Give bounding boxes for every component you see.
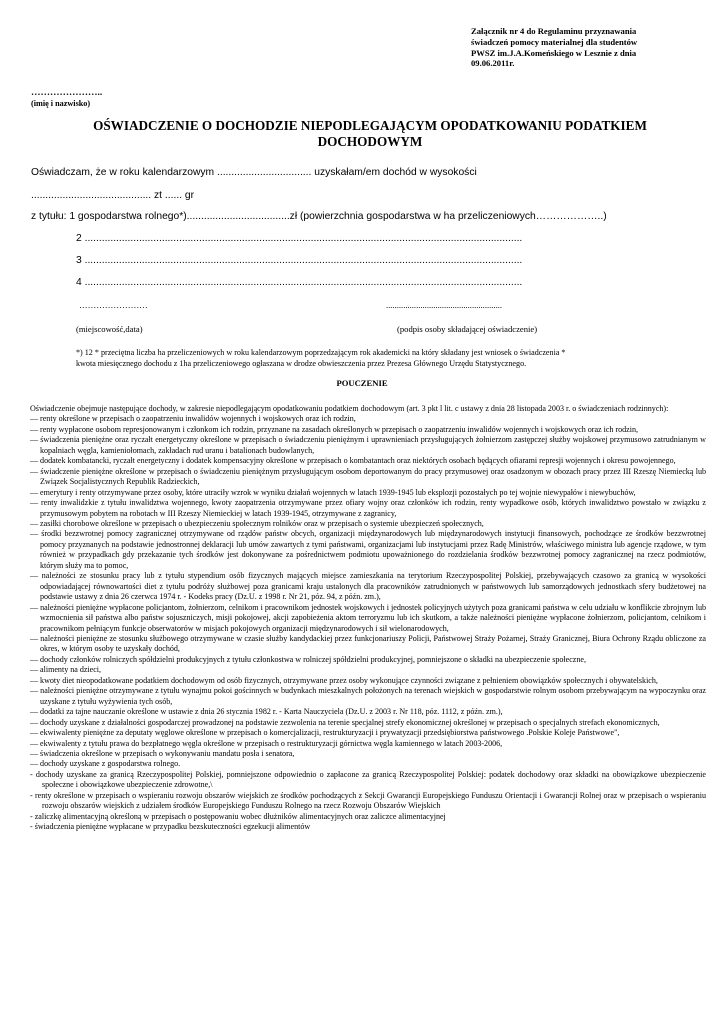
annex-line-2: świadczeń pomocy materialnej dla studentów — [471, 36, 638, 47]
signature-dots: ...................................................... — [386, 300, 503, 310]
list-item: — dochody uzyskane z działalności gospodarczej prowadzonej na podstawie zezwolenia na terenie specjalnej strefy ekonomicznej określonej w przepisach o specjalnych strefach ekonomicznych, — [30, 717, 660, 727]
place-date-label: (miejscowość,data) — [76, 324, 143, 334]
annex-line-4: 09.06.2011r. — [471, 58, 515, 69]
place-date-dots: …………………… — [79, 300, 148, 310]
list-item: — renty inwalidzkie z tytułu inwalidztwa wojennego, kwoty zaopatrzenia otrzymywane przez ofiary wojny oraz członków ich rodzin, renty wypadkowe osób, których inwalidztwo powstało w związku z przymusowym pobytem na robotach w III Rzeszy Niemieckiej w latach 1939-1945, otrzymywane z zagranicy, — [30, 498, 706, 518]
list-item: — alimenty na dzieci, — [30, 665, 102, 675]
title-line-2: DOCHODOWYM — [317, 134, 423, 149]
declaration-line-year: Oświadczam, że w roku kalendarzowym ................................. uzyskałam/em dochód w wysokości — [31, 167, 477, 178]
list-item: - świadczenia pieniężne wypłacane w przypadku bezskuteczności egzekucji alimentów — [30, 822, 311, 832]
instruction-heading: POUCZENIE — [336, 378, 388, 388]
income-source-line-4: 4 ......................................................................................................................................................... — [76, 277, 523, 288]
list-item: — świadczenia określone w przepisach o wykonywaniu mandatu posła i senatora, — [30, 748, 295, 758]
name-field-dots: ………………….. — [31, 88, 103, 98]
annex-line-3: PWSZ im.J.A.Komeńskiego w Lesznie z dnia — [471, 47, 637, 58]
list-item: — ekwiwalenty pieniężne za deputaty węglowe określone w przepisach o komercjalizacji, restrukturyzacji i prywatyzacji przedsiębiorstwa państwowego .Polskie Koleje Państwowe", — [30, 728, 620, 738]
title-line-1: OŚWIADCZENIE O DOCHODZIE NIEPODLEGAJĄCYM OPODATKOWANIU PODATKIEM — [93, 118, 647, 133]
declaration-line-amount: .......................................... zt ...... gr — [31, 190, 195, 201]
additional-income-list — [30, 770, 706, 833]
footnote-line-1: *) 12 * przeciętna liczba ha przeliczeniowych w roku kalendarzowym poprzedzającym rok akademicki na który składany jest wniosek o świadczenia * — [76, 348, 566, 357]
list-item: — należności pieniężne otrzymywane z tytułu wynajmu pokoi gościnnych w budynkach mieszkalnych położonych na terenach wiejskich w gospodarstwie rolnym osobom przebywającym na wypoczynku oraz uzyskane z tytułu wyżywienia tych osób, — [30, 686, 706, 706]
list-item: — dodatki za tajne nauczanie określone w ustawie z dnia 26 stycznia 1982 r. - Karta Nauczyciela (Dz.U. z 2003 r. Nr 118, póz. 1112, z późn. zm.), — [30, 707, 503, 717]
annex-line-1: Załącznik nr 4 do Regulaminu przyznawania — [471, 26, 637, 36]
signature-label: (podpis osoby składającej oświadczenie) — [397, 324, 538, 334]
list-item: — środki bezzwrotnej pomocy zagranicznej otrzymywane od rządów państw obcych, organizacji międzynarodowych lub międzynarodowych instytucji finansowych, pochodzące ze środków bezzwrotnej pomocy przyznanych na podstawie jednostronnej deklaracji lub umów zawartych z tymi państwami, organizacjami lub instytucjami przez Radę Ministrów, właściwego ministra lub agencje rządowe, w tym również w przypadkach gdy przekazanie tych środków jest dokonywane za pośrednictwem podmiotu upoważnionego do rozdzielania środków bezzwrotnej pomocy zagranicznej na rzecz podmiotów, którym służy ma to pomoc, — [30, 529, 706, 570]
list-item: - renty określone w przepisach o wspieraniu rozwoju obszarów wiejskich ze środków pochodzących z Sekcji Gwarancji Europejskiego Funduszu Orientacji i Gwarancji Rolnej oraz w przepisach o wspieraniu rozwoju obszarów wiejskich z udziałem środków Europejskiego Funduszu Rolnego na rzecz Rozwoju Obszarów Wiejskich — [30, 790, 706, 811]
list-item: — świadczenia pieniężne oraz ryczałt energetyczny określone w przepisach o świadczeniu pieniężnym i uprawnieniach przysługujących żołnierzom zastępczej służby wojskowej przymusowo zatrudnianym w kopalniach węgla, kamieniołomach, zakładach rud uranu i batalionach budowlanych, — [30, 435, 706, 455]
list-item: — dodatek kombatancki, ryczałt energetyczny i dodatek kompensacyjny określone w przepisach o kombatantach oraz niektórych osobach będących ofiarami represji wojennych i okresu powojennego, — [30, 456, 676, 466]
name-label: (imię i nazwisko) — [31, 99, 91, 108]
income-source-line-3: 3 ......................................................................................................................................................... — [76, 255, 523, 266]
list-item: — należności pieniężne ze stosunku służbowego otrzymywane w czasie służby kandydackiej przez funkcjonariuszy Policji, Państwowej Straży Pożarnej, Straży Granicznej, Biura Ochrony Rządu obliczone za okres, w którym osoby te uzyskały dochód, — [30, 633, 706, 654]
footnote-line-2: kwota miesięcznego dochodu z 1ha przeliczeniowego ogłaszana w drodze obwieszczenia przez Prezesa Głównego Urzędu Statystycznego. — [76, 358, 527, 368]
list-item: — świadczenie pieniężne określone w przepisach o świadczeniu pieniężnym przysługującym osobom deportowanym do pracy przymusowej oraz osadzonym w obozach pracy przez III Rzeszę Niemiecką lub Związek Socjalistycznych Republik Radzieckich, — [30, 466, 706, 487]
list-item: — ekwiwalenty z tytułu prawa do bezpłatnego węgla określone w przepisach o restrukturyzacji górnictwa węgla kamiennego w latach 2003-2006, — [30, 738, 503, 748]
declaration-line-farm: z tytułu: 1 gospodarstwa rolnego*)....................................zł (powierzchnia gospodarstwa w ha przeliczeniowych………………..) — [31, 211, 607, 222]
list-item: — zasiłki chorobowe określone w przepisach o ubezpieczeniu społecznym rolników oraz w przepisach o systemie ubezpieczeń społecznych, — [30, 518, 484, 528]
income-types-list — [30, 414, 706, 769]
instruction-body — [30, 404, 706, 833]
list-item: — kwoty diet nieopodatkowane podatkiem dochodowym od osób fizycznych, otrzymywane przez osoby wykonujące czynności związane z pełnieniem obowiązków społecznych i obywatelskich, — [30, 675, 658, 685]
list-item: — dochody uzyskane z gospodarstwa rolnego. — [30, 759, 181, 769]
list-item: — należności ze stosunku pracy lub z tytułu stypendium osób fizycznych mających miejsce zamieszkania na terytorium Rzeczypospolitej Polskiej, przebywających czasowo za granicą w wysokości odpowiadającej równowartości diet z tytułu podróży służbowej poza granicami kraju ustalonych dla pracowników zatrudnionych w państwowych lub samorządowych jednostkach sfery budżetowej na podstawie ustawy z dnia 26 czerwca 1974 r. - Kodeks pracy (Dz.U. z 1998 r. Nr 21, póz. 94, z późn. zm.), — [30, 571, 706, 602]
list-item: — należności pieniężne wypłacone policjantom, żołnierzom, celnikom i pracownikom jednostek wojskowych i jednostek policyjnych użytych poza granicami państwa w celu udziału w konflikcie zbrojnym lub wzmocnienia sił państwa albo państw sojuszniczych, misji pokojowej, akcji zapobieżenia aktom terroryzmu lub ich skutkom, a także należności pieniężne wypłacone żołnierzom, policjantom, celnikom i pracownikom pełniącym funkcje obserwatorów w misjach pokojowych organizacji międzynarodowych i sił wielonarodowych, — [30, 602, 706, 633]
instruction-intro: Oświadczenie obejmuje następujące dochody, w zakresie niepodlegającym opodatkowaniu podatkiem dochodowym (art. 3 pkt l lit. c ustawy z dnia 28 listopada 2003 r. o świadczeniach rodzinnych): — [30, 404, 669, 413]
document-title — [40, 118, 700, 150]
income-source-line-2: 2 ......................................................................................................................................................... — [76, 233, 523, 244]
list-item: — emerytury i renty otrzymywane przez osoby, które utraciły wzrok w wyniku działań wojennych w latach 1939-1945 lub eksplozji pozostałych po tej wojnie niewypałów i niewybuchów, — [30, 487, 636, 497]
list-item: - dochody uzyskane za granicą Rzeczypospolitej Polskiej, pomniejszone odpowiednio o zapłacone za granicą Rzeczypospolitej Polskiej: podatek dochodowy oraz składki na obowiązkowe ubezpieczenie społeczne i obowiązkowe ubezpieczenie zdrowotne,\ — [30, 769, 706, 790]
footnote — [76, 348, 716, 369]
list-item: — dochody członków rolniczych spółdzielni produkcyjnych z tytułu członkostwa w rolniczej spółdzielni produkcyjnej, pomniejszone o składki na ubezpieczenie społeczne, — [30, 654, 586, 664]
list-item: - zaliczkę alimentacyjną określoną w przepisach o postępowaniu wobec dłużników alimentacyjnych oraz zaliczce alimentacyjnej — [30, 811, 446, 821]
list-item: — renty wypłacone osobom represjonowanym i członkom ich rodzin, przyznane na zasadach określonych w przepisach o zaopatrzeniu inwalidów wojennych i wojskowych oraz ich rodzin, — [30, 424, 639, 434]
annex-note — [471, 26, 706, 69]
list-item: — renty określone w przepisach o zaopatrzeniu inwalidów wojennych i wojskowych oraz ich rodzin, — [30, 414, 356, 424]
